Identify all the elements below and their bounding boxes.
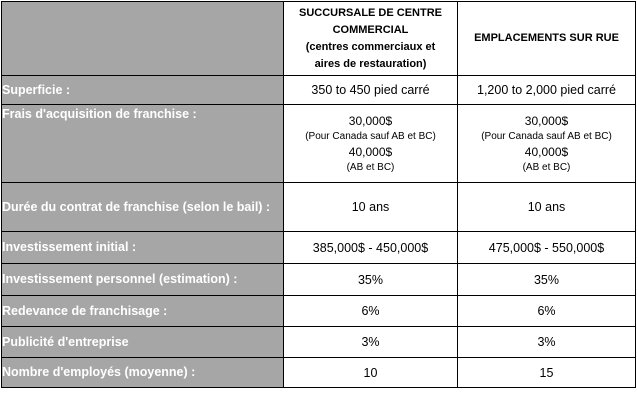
table-row	[2, 76, 636, 105]
mall-frais-amount-2: 40,000$	[348, 144, 393, 159]
mall-frais-note-2: (AB et BC)	[346, 161, 395, 173]
table-row	[2, 264, 636, 296]
mall-nombre-employes: 10	[284, 358, 458, 388]
mall-frais-acquisition	[284, 105, 458, 183]
table-row	[2, 296, 636, 327]
street-superficie: 1,200 to 2,000 pied carré	[458, 76, 636, 105]
header-mall-line-4: aires de restauration)	[314, 57, 427, 70]
street-frais-note-1: (Pour Canada sauf AB et BC)	[481, 130, 612, 142]
street-publicite: 3%	[458, 327, 636, 358]
table-row	[2, 327, 636, 358]
mall-publicite: 3%	[284, 327, 458, 358]
table-row	[2, 232, 636, 264]
mall-frais-amount-1: 30,000$	[348, 113, 393, 128]
header-street-location: EMPLACEMENTS SUR RUE	[458, 2, 636, 76]
mall-superficie: 350 to 450 pied carré	[284, 76, 458, 105]
table-row	[2, 105, 636, 183]
header-mall-line-3: (centres commerciaux et	[305, 40, 436, 53]
street-duree-contrat: 10 ans	[458, 183, 636, 232]
street-frais-acquisition	[458, 105, 636, 183]
row-label-investissement-initial: Investissement initial :	[2, 232, 284, 264]
header-mall-location	[284, 2, 458, 76]
mall-redevance: 6%	[284, 296, 458, 327]
header-mall-line-1: SUCCURSALE DE CENTRE	[298, 6, 442, 19]
table-row	[2, 183, 636, 232]
mall-duree-contrat: 10 ans	[284, 183, 458, 232]
row-label-redevance: Redevance de franchisage :	[2, 296, 284, 327]
street-frais-amount-1: 30,000$	[524, 113, 569, 128]
street-investissement-initial: 475,000$ - 550,000$	[458, 232, 636, 264]
street-nombre-employes: 15	[458, 358, 636, 388]
street-redevance: 6%	[458, 296, 636, 327]
header-empty-cell	[2, 2, 284, 76]
street-investissement-personnel: 35%	[458, 264, 636, 296]
row-label-superficie: Superficie :	[2, 76, 284, 105]
table-row	[2, 358, 636, 388]
mall-frais-note-1: (Pour Canada sauf AB et BC)	[305, 130, 436, 142]
row-label-duree-contrat: Durée du contrat de franchise (selon le bail) :	[2, 183, 284, 232]
header-row	[2, 2, 636, 76]
mall-investissement-personnel: 35%	[284, 264, 458, 296]
mall-investissement-initial: 385,000$ - 450,000$	[284, 232, 458, 264]
row-label-frais-acquisition: Frais d'acquisition de franchise :	[2, 105, 284, 183]
franchise-comparison-table	[1, 1, 636, 388]
row-label-investissement-personnel: Investissement personnel (estimation) :	[2, 264, 284, 296]
row-label-publicite: Publicité d'entreprise	[2, 327, 284, 358]
street-frais-amount-2: 40,000$	[524, 144, 569, 159]
row-label-nombre-employes: Nombre d'employés (moyenne) :	[2, 358, 284, 388]
street-frais-note-2: (AB et BC)	[522, 161, 571, 173]
header-mall-line-2: COMMERCIAL	[332, 23, 409, 36]
